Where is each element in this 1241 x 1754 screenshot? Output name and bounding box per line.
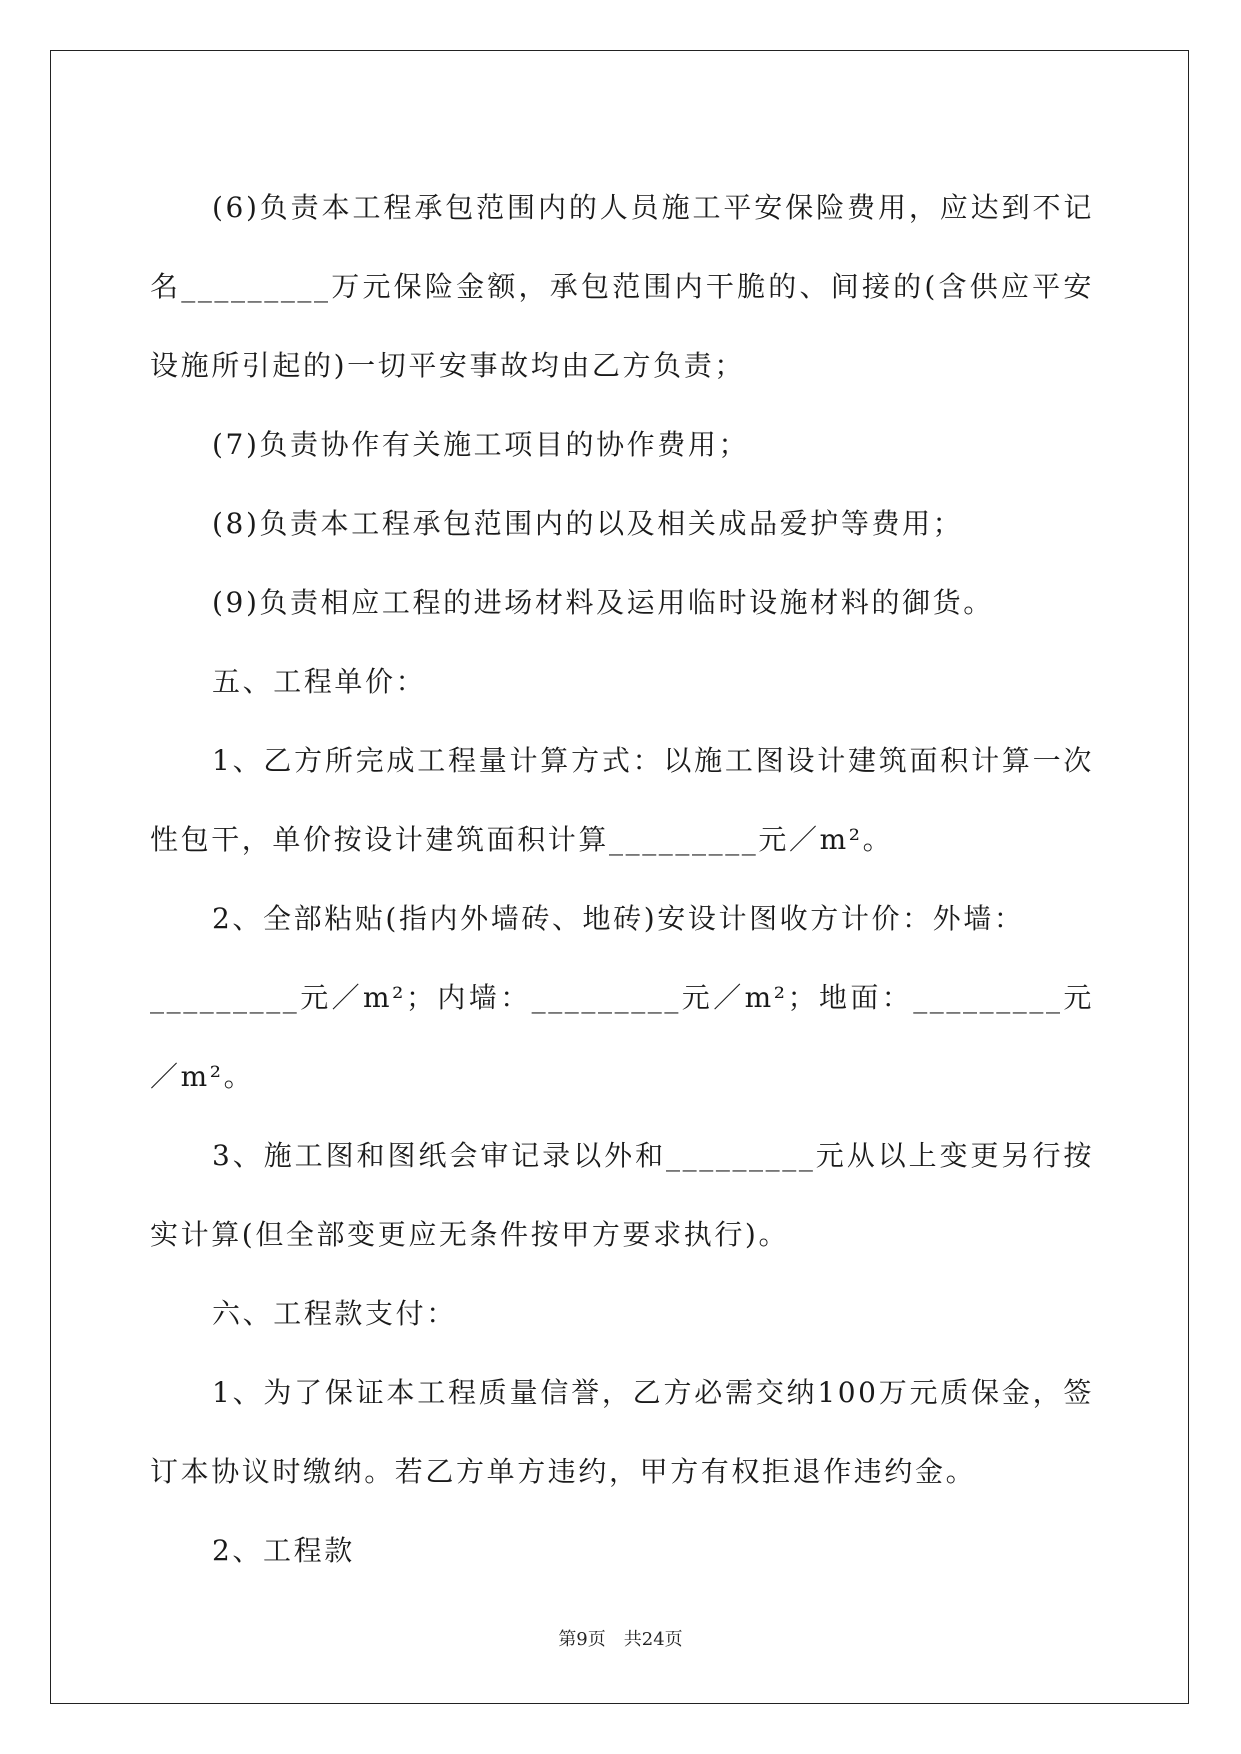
paragraph-2: (7)负责协作有关施工项目的协作费用； xyxy=(212,428,750,461)
paragraph-9: 3、施工图和图纸会审记录以外和_________元从以上变更另行按实计算(但全部变更应无条件按甲方要求执行)。 xyxy=(150,1139,1094,1251)
paragraph-1: (6)负责本工程承包范围内的人员施工平安保险费用，应达到不记名_________万元保险金额，承包范围内干脆的、间接的(含供应平安设施所引起的)一切平安事故均由乙方负责； xyxy=(150,191,1094,382)
paragraph-6: 1、乙方所完成工程量计算方式：以施工图设计建筑面积计算一次性包干，单价按设计建筑面积计算_________元／m²。 xyxy=(150,744,1094,856)
page-footer: 第9页 共24页 xyxy=(558,1629,683,1650)
paragraph-4: (9)负责相应工程的进场材料及运用临时设施材料的御货。 xyxy=(212,586,994,619)
paragraph-5: 五、工程单价： xyxy=(212,665,427,698)
paragraph-3: (8)负责本工程承包范围内的以及相关成品爱护等费用； xyxy=(212,507,964,540)
paragraph-11: 1、为了保证本工程质量信誉，乙方必需交纳100万元质保金，签订本协议时缴纳。若乙方单方违约，甲方有权拒退作违约金。 xyxy=(150,1376,1094,1488)
paragraph-10: 六、工程款支付： xyxy=(212,1297,457,1330)
paragraph-12: 2、工程款 xyxy=(212,1534,355,1567)
paragraph-7: 2、全部粘贴(指内外墙砖、地砖)安设计图收方计价：外墙： xyxy=(212,902,1025,935)
paragraph-8: _________元／m²；内墙：_________元／m²；地面：_________元／m²。 xyxy=(150,981,1094,1093)
document-body xyxy=(150,168,1094,1590)
